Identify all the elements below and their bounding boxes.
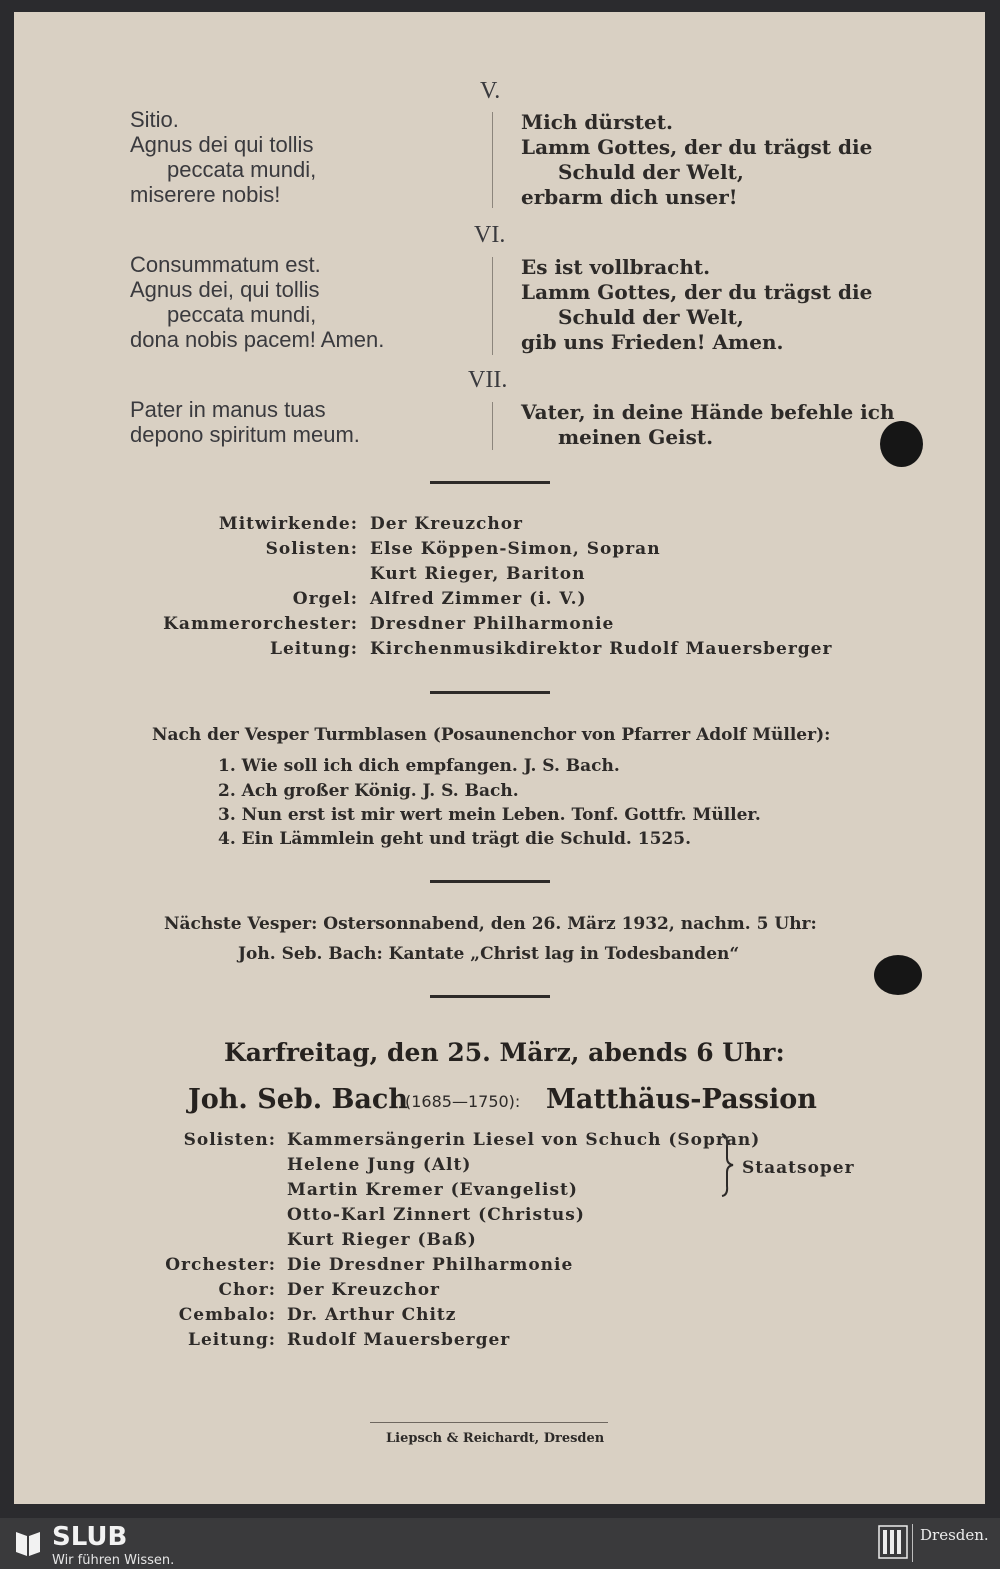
german-line: Vater, in deine Hände befehle ich xyxy=(521,400,895,424)
performer-value: Martin Kremer (Evangelist) xyxy=(287,1180,578,1200)
composer-name: Joh. Seb. Bach xyxy=(188,1084,408,1115)
performer-label: Leitung: xyxy=(188,1330,276,1350)
performer-label: Chor: xyxy=(218,1280,276,1300)
performer-value: Rudolf Mauersberger xyxy=(287,1330,511,1350)
performer-value: Der Kreuzchor xyxy=(287,1280,441,1300)
good-friday-title: Karfreitag, den 25. März, abends 6 Uhr: xyxy=(224,1038,785,1067)
german-line: Lamm Gottes, der du trägst die xyxy=(521,135,873,159)
tower-item: 4. Ein Lämmlein geht und trägt die Schuld. 1525. xyxy=(218,829,691,849)
printer-credit: Liepsch & Reichardt, Dresden xyxy=(386,1431,605,1446)
next-vesper-work: Joh. Seb. Bach: Kantate „Christ lag in Todesbanden“ xyxy=(238,944,740,964)
footer-separator xyxy=(912,1524,913,1562)
performer-value: Helene Jung (Alt) xyxy=(287,1155,472,1175)
punch-hole xyxy=(880,421,923,467)
divider-rule xyxy=(430,691,550,694)
slub-logo[interactable]: SLUB xyxy=(52,1522,128,1552)
brace-icon xyxy=(718,1132,740,1198)
tower-item: 1. Wie soll ich dich empfangen. J. S. Bach. xyxy=(218,756,620,776)
performer-value: Dr. Arthur Chitz xyxy=(287,1305,457,1325)
credit-label: Solisten: xyxy=(265,539,358,559)
composer-dates: (1685—1750): xyxy=(405,1092,521,1111)
performer-value: Die Dresdner Philharmonie xyxy=(287,1255,574,1275)
tower-heading: Nach der Vesper Turmblasen (Posaunenchor von Pfarrer Adolf Müller): xyxy=(152,725,831,745)
credit-value: Alfred Zimmer (i. V.) xyxy=(370,589,587,609)
latin-line: Agnus dei, qui tollis xyxy=(130,277,320,302)
divider-rule xyxy=(430,481,550,484)
latin-line: peccata mundi, xyxy=(167,302,317,327)
performer-value: Kurt Rieger (Baß) xyxy=(287,1230,477,1250)
german-line: gib uns Frieden! Amen. xyxy=(521,330,784,354)
tower-item: 3. Nun erst ist mir wert mein Leben. Tonf. Gottfr. Müller. xyxy=(218,805,761,825)
latin-line: Sitio. xyxy=(130,107,179,132)
tower-item: 2. Ach großer König. J. S. Bach. xyxy=(218,781,519,801)
latin-line: depono spiritum meum. xyxy=(130,422,360,447)
punch-hole xyxy=(874,955,922,995)
dresden-logo-text[interactable]: Dresden. xyxy=(920,1526,989,1544)
divider-rule xyxy=(430,880,550,883)
credit-label: Leitung: xyxy=(270,639,358,659)
work-title: Matthäus-Passion xyxy=(546,1084,817,1115)
german-line: Lamm Gottes, der du trägst die xyxy=(521,280,873,304)
latin-line: peccata mundi, xyxy=(167,157,317,182)
latin-line: dona nobis pacem! Amen. xyxy=(130,327,385,352)
credit-value: Der Kreuzchor xyxy=(370,514,524,534)
latin-line: Consummatum est. xyxy=(130,252,321,277)
credit-label: Mitwirkende: xyxy=(218,514,358,534)
credit-label: Kammerorchester: xyxy=(163,614,358,634)
german-line: erbarm dich unser! xyxy=(521,185,738,209)
german-line: Mich dürstet. xyxy=(521,110,673,134)
german-line: Es ist vollbracht. xyxy=(521,255,711,279)
next-vesper-line: Nächste Vesper: Ostersonnabend, den 26. März 1932, nachm. 5 Uhr: xyxy=(164,914,817,934)
performer-label: Solisten: xyxy=(183,1130,276,1150)
slub-tagline: Wir führen Wissen. xyxy=(52,1553,175,1568)
section-numeral-vii: VII. xyxy=(468,367,508,393)
credit-value: Kirchenmusikdirektor Rudolf Mauersberger xyxy=(370,639,833,659)
divider-rule xyxy=(430,995,550,998)
german-line: Schuld der Welt, xyxy=(558,160,744,184)
viewer-footer xyxy=(0,1518,1000,1569)
latin-line: Agnus dei qui tollis xyxy=(130,132,314,157)
slub-book-icon[interactable] xyxy=(14,1528,42,1558)
section-numeral-vi: VI. xyxy=(474,222,506,248)
column-divider xyxy=(492,112,493,208)
column-divider xyxy=(492,257,493,355)
performer-label: Orchester: xyxy=(165,1255,276,1275)
performer-label: Cembalo: xyxy=(178,1305,276,1325)
latin-line: miserere nobis! xyxy=(130,182,281,207)
printer-rule xyxy=(370,1422,608,1423)
performer-value: Kammersängerin Liesel von Schuch (Sopran) xyxy=(287,1130,761,1150)
credit-value: Else Köppen-Simon, Sopran xyxy=(370,539,661,559)
credit-value: Kurt Rieger, Bariton xyxy=(370,564,586,584)
section-numeral-v: V. xyxy=(480,78,501,104)
latin-line: Pater in manus tuas xyxy=(130,397,326,422)
performer-value: Otto-Karl Zinnert (Christus) xyxy=(287,1205,585,1225)
german-line: meinen Geist. xyxy=(558,425,714,449)
column-divider xyxy=(492,402,493,450)
staatsoper-label: Staatsoper xyxy=(742,1158,855,1178)
german-line: Schuld der Welt, xyxy=(558,305,744,329)
dresden-crest-icon[interactable] xyxy=(878,1524,910,1560)
credit-value: Dresdner Philharmonie xyxy=(370,614,615,634)
credit-label: Orgel: xyxy=(292,589,358,609)
